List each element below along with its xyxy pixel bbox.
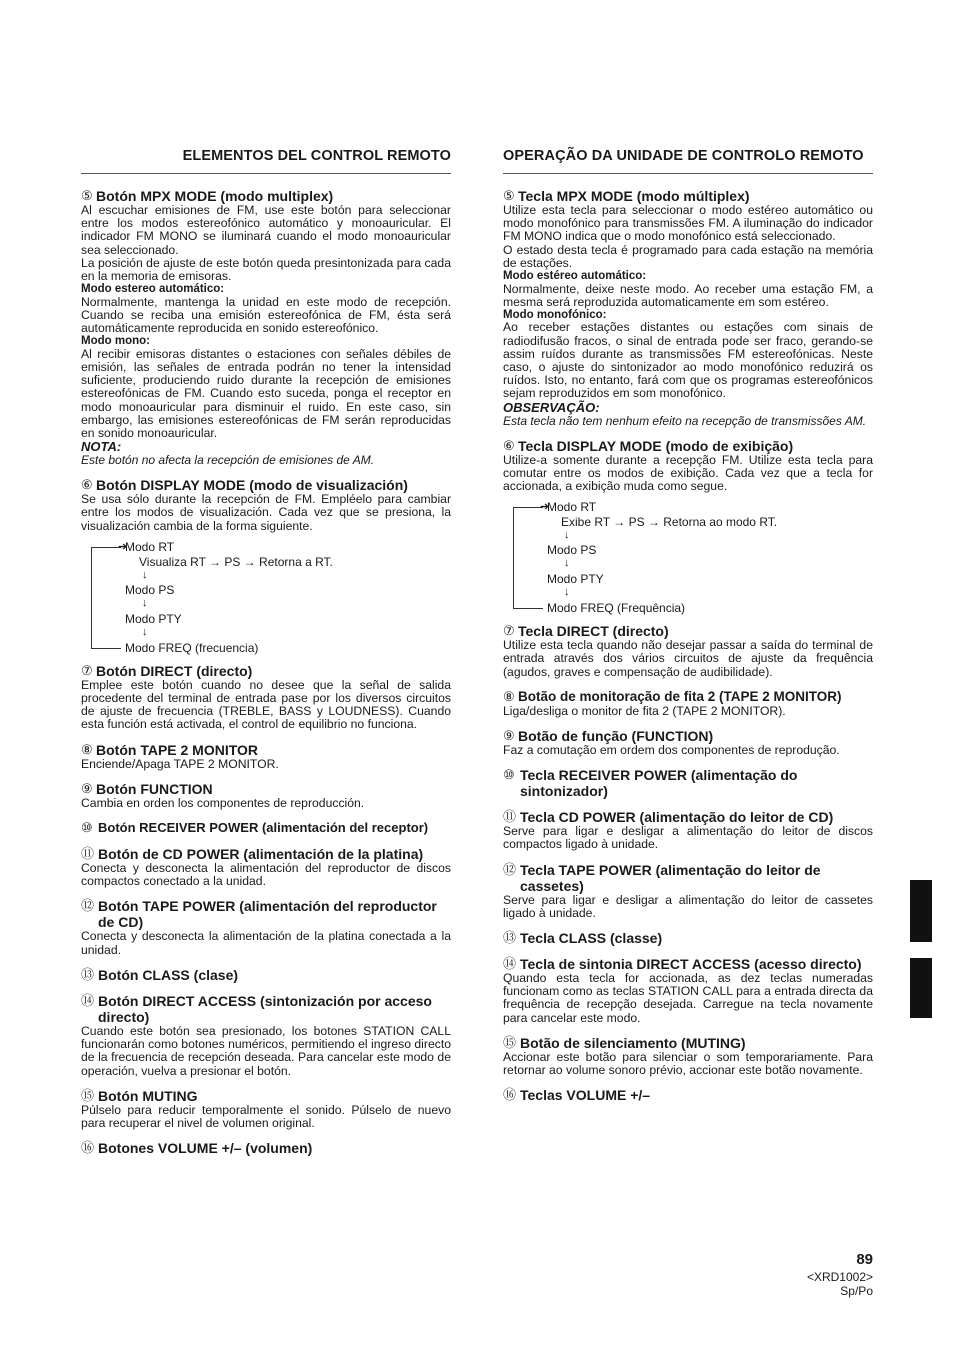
section-direct <box>503 623 873 679</box>
section-heading <box>81 820 451 836</box>
column-title: ELEMENTOS DEL CONTROL REMOTO <box>81 148 451 174</box>
note-heading: NOTA: <box>81 439 122 455</box>
item-number: ⑥ <box>81 477 93 493</box>
heading-text: Botão de função (FUNCTION) <box>518 728 714 745</box>
item-number: ⑩ <box>81 820 93 836</box>
arrow-down-icon: ↓ <box>564 586 570 599</box>
section-heading <box>81 967 451 983</box>
section-heading <box>503 188 873 204</box>
paragraph: Enciende/Apaga TAPE 2 MONITOR. <box>81 756 279 771</box>
subheading: Modo estéreo automático: <box>503 270 647 283</box>
section-heading <box>503 809 873 825</box>
section-direct-access <box>81 993 451 1078</box>
paragraph: Quando esta tecla for accionada, as dez teclas numeradas funcionam como as teclas STATION CALL para a entrada directa da frequência de recepção desejada. Carregue na tecla novamente para cancelar este modo. <box>503 971 873 1025</box>
item-number: ⑧ <box>81 741 93 757</box>
heading-text: Botón DIRECT (directo) <box>96 662 253 679</box>
diagram-mode-ps: Modo PS <box>125 582 175 597</box>
heading-text: Botón TAPE 2 MONITOR <box>96 741 259 758</box>
page-number: 89 <box>856 1251 873 1268</box>
section-heading <box>81 188 451 204</box>
section-cd-power <box>81 846 451 888</box>
item-number: ⑥ <box>503 437 515 453</box>
diagram-mode-pty: Modo PTY <box>547 572 604 587</box>
section-class <box>503 930 873 946</box>
heading-text: Tecla CD POWER (alimentação do leitor de CD) <box>520 809 834 826</box>
paragraph: Serve para ligar e desligar a alimentação do leitor de discos compactos ligado à unidade. <box>503 824 873 852</box>
section-mpx-mode <box>503 188 873 428</box>
section-cd-power <box>503 809 873 851</box>
chapter-tab-marker <box>910 958 932 1018</box>
section-class <box>81 967 451 983</box>
paragraph: Conecta y desconecta la alimentación de la platina conectada a la unidad. <box>81 929 451 957</box>
heading-text: Botón TAPE POWER (alimentación del reproductor de CD) <box>98 898 437 931</box>
section-heading <box>503 689 873 705</box>
arrow-down-icon: ↓ <box>142 625 148 638</box>
item-number: ⑫ <box>503 861 517 877</box>
section-heading <box>81 742 451 758</box>
section-tape-power <box>81 898 451 956</box>
section-heading <box>503 862 873 894</box>
heading-text: Botón FUNCTION <box>96 780 213 797</box>
paragraph: Púlselo para reducir temporalmente el sonido. Púlselo de nuevo para recuperar el nivel de volumen original. <box>81 1102 451 1130</box>
item-number: ⑨ <box>81 780 93 796</box>
item-number: ⑫ <box>81 898 95 914</box>
section-heading <box>503 728 873 744</box>
item-number: ⑬ <box>81 966 95 982</box>
arrow-down-icon: ↓ <box>564 557 570 570</box>
section-heading <box>81 781 451 797</box>
paragraph: La posición de ajuste de este botón queda presintonizada para cada en la memoria de emisoras. <box>81 255 451 284</box>
heading-text: Botón DISPLAY MODE (modo de visualización) <box>96 477 408 494</box>
section-heading <box>503 956 873 972</box>
paragraph: Serve para ligar e desligar a alimentação do leitor de cassetes ligado à unidade. <box>503 892 873 920</box>
heading-text: Botón CLASS (clase) <box>98 966 239 983</box>
diagram-top-line <box>91 547 121 548</box>
section-heading <box>503 1087 873 1103</box>
item-number: ⑤ <box>503 188 515 203</box>
heading-text: Tecla DIRECT (directo) <box>518 623 669 640</box>
diagram-return-line <box>513 507 514 608</box>
paragraph: Normalmente, deixe neste modo. Ao receber uma estação FM, a mesma será reproduzida automaticamente em som estéreo. <box>503 281 873 309</box>
section-muting <box>81 1088 451 1130</box>
heading-text: Botão de silenciamento (MUTING) <box>520 1034 746 1051</box>
section-heading <box>81 846 451 862</box>
document-code: <XRD1002> <box>806 1270 873 1284</box>
item-number: ⑤ <box>81 188 93 203</box>
paragraph: Utilize-a somente durante a recepção FM. Utilize esta tecla para comutar entre os modos de exibição. Cada vez que a tecla for accionada, a exibição muda como segue. <box>503 452 873 494</box>
paragraph: Liga/desliga o monitor de fita 2 (TAPE 2 MONITOR). <box>503 703 786 718</box>
item-number: ⑭ <box>503 956 517 972</box>
section-heading <box>81 1140 451 1156</box>
diagram-mode-freq: Modo FREQ (frecuencia) <box>125 640 259 655</box>
paragraph: Ao receber estações distantes ou estações com sinais de radiodifusão fracos, o sinal de entrada pode ser fraco, gerando-se assim ruídos durante as transmissões FM estereofónicas. Neste caso, o ajuste do sintonizador ao modo monofónico reduzirá os ruídos. Isto, no entanto, fará com que os programas estereofónicos sejam reproduzidos em som monofónico. <box>503 320 873 401</box>
heading-text: Botón MUTING <box>98 1087 198 1104</box>
arrow-right-icon: ➔ <box>540 501 550 514</box>
section-heading <box>81 993 451 1025</box>
section-tape2-monitor <box>81 742 451 771</box>
item-number: ⑧ <box>503 688 515 704</box>
section-heading <box>81 663 451 679</box>
heading-text: Tecla DISPLAY MODE (modo de exibição) <box>518 437 794 454</box>
subheading: Modo mono: <box>81 335 150 348</box>
diagram-mode-freq: Modo FREQ (Frequência) <box>547 601 686 616</box>
item-number: ⑬ <box>503 930 517 946</box>
paragraph: Emplee este botón cuando no desee que la señal de salida procedente del terminal de entrada pase por los diversos circuitos de ajuste de frecuencia (TREBLE, BASS y LOUDNESS). Cuando esta función está activada, el control de equilibrio no funciona. <box>81 677 451 732</box>
section-heading <box>503 623 873 639</box>
item-number: ⑭ <box>81 992 95 1008</box>
section-direct-access <box>503 956 873 1025</box>
section-heading <box>503 767 873 799</box>
arrow-down-icon: ↓ <box>564 529 570 542</box>
spanish-column <box>81 148 451 1166</box>
diagram-top-line <box>513 507 543 508</box>
paragraph: Utilize esta tecla quando não desejar passar a saída do terminal de entrada através dos vários circuitos de ajuste da frequência (agudos, graves e compensação de audibilidade). <box>503 638 873 679</box>
language-code: Sp/Po <box>840 1284 873 1298</box>
paragraph: Normalmente, mantenga la unidad en este modo de recepción. Cuando se reciba una emisión estereofónica de FM, ésta será automáticamente reproducida en sonido estereofónico. <box>81 294 451 336</box>
item-number: ⑩ <box>503 767 515 783</box>
diagram-return-line <box>91 547 92 648</box>
diagram-mode-rt-detail: Exibe RT → PS → Retorna ao modo RT. <box>561 515 778 530</box>
subheading: Modo monofónico: <box>503 308 607 321</box>
arrow-right-icon: ➔ <box>118 540 128 553</box>
paragraph: Utilize esta tecla para seleccionar o modo estéreo automático ou modo monofónico para transmissões FM. A iluminação do indicador FM MONO indica que o modo monofónico está seleccionado. <box>503 203 873 244</box>
heading-text: Botón de CD POWER (alimentación de la platina) <box>98 846 424 863</box>
page-footer <box>760 1250 873 1298</box>
section-function <box>81 781 451 810</box>
item-number: ⑯ <box>81 1140 95 1156</box>
section-muting <box>503 1035 873 1077</box>
item-number: ⑮ <box>81 1087 95 1103</box>
paragraph: Conecta y desconecta la alimentación del reproductor de discos compactos conectado a la unidad. <box>81 861 451 889</box>
note-text: Esta tecla não tem nenhum efeito na recepção de transmissões AM. <box>503 413 867 428</box>
section-heading <box>503 438 873 454</box>
note-heading: OBSERVAÇÃO: <box>503 399 600 415</box>
column-title: OPERAÇÃO DA UNIDADE DE CONTROLO REMOTO <box>503 148 873 174</box>
diagram-mode-pty: Modo PTY <box>125 611 182 626</box>
item-number: ⑦ <box>503 623 515 639</box>
display-mode-diagram <box>91 541 451 653</box>
paragraph: Se usa sólo durante la recepción de FM. Empléelo para cambiar entre los modos de visualización. Cada vez que se presiona, la visualización cambia de la forma siguiente. <box>81 492 451 533</box>
diagram-mode-ps: Modo PS <box>547 543 597 558</box>
diagram-mode-rt: Modo RT <box>547 500 597 515</box>
heading-text: Tecla RECEIVER POWER (alimentação do sintonizador) <box>520 767 798 800</box>
paragraph: O estado desta tecla é programado para cada estação na memória de estações. <box>503 242 873 270</box>
note-text: Este botón no afecta la recepción de emisiones de AM. <box>81 453 375 468</box>
heading-text: Botón DIRECT ACCESS (sintonización por acceso directo) <box>98 992 432 1025</box>
section-display-mode <box>503 438 873 614</box>
section-heading <box>81 1088 451 1104</box>
section-heading <box>81 477 451 493</box>
section-heading <box>81 898 451 930</box>
heading-text: Botão de monitoração de fita 2 (TAPE 2 MONITOR) <box>518 688 842 704</box>
item-number: ⑪ <box>81 846 95 862</box>
paragraph: Al recibir emisoras distantes o estaciones con señales débiles de emisión, las señales de entrada podrán no tener la intensidad suficiente, produciendo ruido durante la recepción de emisiones estereofónicas de FM. Cuando esto suceda, ponga el receptor en modo monoauricular para disminuir el ruido. En este caso, sin embargo, las emisiones estereofónicas de FM serán reproducidas en sonido monoauricular. <box>81 346 451 441</box>
display-mode-diagram <box>513 500 873 616</box>
item-number: ⑯ <box>503 1087 517 1103</box>
heading-text: Tecla TAPE POWER (alimentação do leitor de cassetes) <box>520 861 821 894</box>
portuguese-column <box>503 148 873 1113</box>
subheading: Modo estereo automático: <box>81 283 225 296</box>
section-mpx-mode <box>81 188 451 467</box>
diagram-mode-rt-detail: Visualiza RT → PS → Retorna a RT. <box>139 554 333 569</box>
paragraph: Cambia en orden los componentes de reproducción. <box>81 795 365 810</box>
paragraph: Cuando este botón sea presionado, los botones STATION CALL funcionarán como botones numéricos, permitiendo el ingreso directo de la frecuencia de recepción deseada. Para cancelar este modo de operación, vuelva a presionar el botón. <box>81 1023 451 1078</box>
paragraph: Al escuchar emisiones de FM, use este botón para seleccionar entre los modos estereofónico automático y monoauricular. El indicador FM MONO se iluminará cuando el modo monoauricular sea seleccionado. <box>81 203 451 257</box>
section-volume <box>503 1087 873 1103</box>
item-number: ⑮ <box>503 1034 517 1050</box>
paragraph: Faz a comutação em ordem dos componentes de reprodução. <box>503 743 840 758</box>
heading-text: Botones VOLUME +/– (volumen) <box>98 1140 313 1157</box>
diagram-bottom-line <box>513 608 543 609</box>
section-function <box>503 728 873 757</box>
section-tape2-monitor <box>503 689 873 718</box>
section-direct <box>81 663 451 732</box>
section-heading <box>503 930 873 946</box>
chapter-tab-marker <box>910 880 932 942</box>
heading-text: Tecla de sintonia DIRECT ACCESS (acesso directo) <box>520 956 862 973</box>
heading-text: Teclas VOLUME +/– <box>520 1087 651 1104</box>
diagram-mode-rt: Modo RT <box>125 539 175 554</box>
section-display-mode <box>81 477 451 653</box>
heading-text: Botón RECEIVER POWER (alimentación del receptor) <box>98 820 429 836</box>
arrow-down-icon: ↓ <box>142 596 148 609</box>
heading-text: Botón MPX MODE (modo multiplex) <box>96 188 334 204</box>
diagram-bottom-line <box>91 648 121 649</box>
section-volume <box>81 1140 451 1156</box>
item-number: ⑨ <box>503 728 515 744</box>
heading-text: Tecla MPX MODE (modo múltiplex) <box>518 188 750 204</box>
heading-text: Tecla CLASS (classe) <box>520 930 663 947</box>
section-receiver-power <box>81 820 451 836</box>
item-number: ⑦ <box>81 662 93 678</box>
paragraph: Accionar este botão para silenciar o som temporariamente. Para retornar ao volume sonoro prévio, accionar este botão novamente. <box>503 1049 873 1078</box>
item-number: ⑪ <box>503 809 517 825</box>
section-tape-power <box>503 862 873 920</box>
section-heading <box>503 1035 873 1051</box>
arrow-down-icon: ↓ <box>142 568 148 581</box>
section-receiver-power <box>503 767 873 799</box>
